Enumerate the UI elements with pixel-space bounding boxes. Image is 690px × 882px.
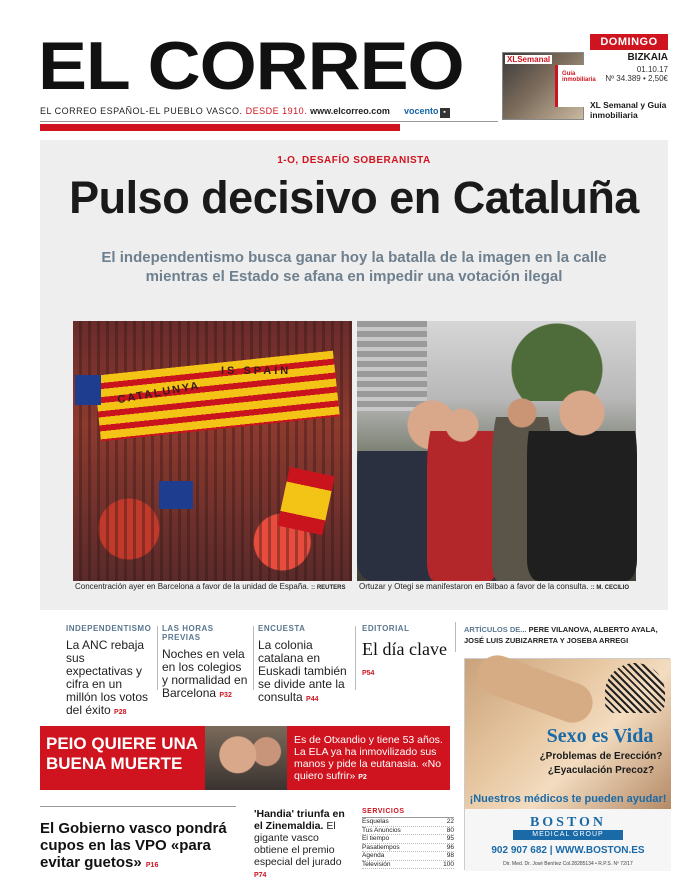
masthead-title: EL CORREO: [38, 28, 464, 104]
vpo-story[interactable]: [40, 820, 236, 874]
flag-text-spain: IS SPAIN: [221, 365, 292, 377]
servicios-row[interactable]: [362, 844, 454, 853]
ad-lace-shape: [605, 663, 665, 713]
vocento-logo: [404, 106, 450, 118]
brief-editorial[interactable]: [362, 624, 448, 684]
lead-kicker: 1-O, DESAFÍO SOBERANISTA: [277, 155, 431, 166]
brief-encuesta[interactable]: [258, 624, 350, 706]
servicios-label: SERVICIOS: [362, 808, 454, 818]
strip-headline: PEIO QUIERE UNA BUENA MUERTE: [46, 734, 198, 773]
servicio-name: Agenda: [362, 852, 385, 859]
strip-text: [294, 734, 446, 784]
caption-text: Ortuzar y Otegi se manifestaron en Bilbao a favor de la consulta.: [359, 582, 589, 591]
eu-flag-icon: [75, 375, 101, 405]
tagline-since: DESDE 1910.: [245, 106, 308, 116]
page-ref: P32: [219, 692, 232, 699]
servicios-row[interactable]: [362, 818, 454, 827]
edition-date: 01.10.17: [636, 65, 668, 74]
editorial-title: [362, 639, 448, 684]
servicio-name: Esquelas: [362, 818, 389, 825]
page-ref: P44: [306, 696, 319, 703]
handia-text: El gigante vasco obtiene el premio especial del jurado: [254, 820, 342, 868]
masthead-red-rule: [40, 124, 400, 131]
ad-question-2: ¿Eyaculación Precoz?: [547, 765, 655, 776]
brief-label: EDITORIAL: [362, 624, 410, 633]
strip-photo: [205, 726, 287, 790]
photo-credit: :: REUTERS: [311, 585, 346, 591]
servicio-name: El tiempo: [362, 835, 390, 842]
servicio-page: 22: [446, 818, 454, 825]
page-ref: P2: [358, 774, 367, 781]
column-divider: [355, 626, 356, 690]
ad-title: Sexo es Vida: [546, 725, 654, 747]
brief-body: La colonia catalana en Euskadi también se divide ante la consulta: [258, 638, 347, 704]
servicio-name: Tus Anuncios: [362, 826, 401, 834]
flag-text-catalunya: CATALUNYA: [116, 379, 202, 407]
servicio-page: 98: [446, 852, 454, 859]
ad-phone[interactable]: 902 907 682 | WWW.BOSTON.ES: [491, 845, 645, 856]
supplement-card: [555, 65, 596, 107]
ad-arm-shape: [472, 650, 598, 729]
tagline: [40, 106, 390, 116]
column-divider: [157, 626, 158, 690]
brief-text: [162, 648, 250, 702]
spain-flag-icon: [277, 467, 334, 535]
lead-deck: El independentismo busca ganar hoy la batalla de la imagen en la calle mientras el Estado se afana en impedir una votación ilegal: [101, 249, 607, 285]
brief-horas-previas[interactable]: [162, 624, 250, 702]
edition-region: BIZKAIA: [627, 52, 668, 63]
ad-help-text: ¡Nuestros médicos te pueden ayudar!: [469, 793, 667, 805]
photo-bilbao-handshake[interactable]: [357, 321, 636, 581]
handia-story[interactable]: [254, 808, 354, 882]
page-ref: P54: [362, 670, 375, 677]
boston-logo: BOSTON: [529, 815, 607, 830]
servicios-row[interactable]: [362, 861, 454, 870]
servicios-row[interactable]: [362, 852, 454, 861]
column-divider: [253, 626, 254, 690]
boston-ad[interactable]: [464, 658, 670, 870]
person-figure: [427, 391, 497, 581]
strip-body: Es de Otxandio y tiene 53 años. La ELA ya ha inmovilizado sus manos y pide la eutanasia. «No quiero sufrir»: [294, 734, 443, 782]
page-ref: P16: [145, 862, 159, 869]
photo-caption-left: [75, 582, 346, 591]
servicio-name: Televisión: [362, 860, 391, 868]
brief-independentismo[interactable]: [66, 624, 154, 719]
page-ref: P28: [114, 709, 127, 716]
ad-question-1: ¿Problemas de Erección?: [539, 751, 663, 762]
articulos-authors: PERE VILANOVA, ALBERTO AYALA, JOSÉ LUIS ZUBIZARRETA Y JOSEBA ARREGI: [464, 625, 658, 645]
photo-credit: :: M. CECILIO: [590, 585, 630, 591]
servicios-index: [362, 808, 454, 869]
page-ref: P74: [254, 872, 267, 879]
supplement-note: XL Semanal y Guía inmobiliaria: [590, 100, 667, 120]
supplement-logo: XLSemanal: [507, 55, 551, 64]
supplement-thumbnail[interactable]: [502, 52, 596, 120]
brief-label: ENCUESTA: [258, 624, 306, 633]
servicio-name: Pasatiempos: [362, 843, 400, 851]
servicio-page: 95: [446, 835, 454, 842]
bottom-divider: [40, 806, 236, 807]
supplement-card-text: Guía inmobiliaria: [562, 71, 596, 83]
brief-label: LAS HORAS PREVIAS: [162, 624, 214, 642]
caption-text: Concentración ayer en Barcelona a favor de la unidad de España.: [75, 582, 309, 591]
brief-label: INDEPENDENTISMO: [66, 624, 152, 633]
servicio-page: 100: [443, 860, 454, 868]
tagline-text: EL CORREO ESPAÑOL-EL PUEBLO VASCO.: [40, 106, 243, 116]
servicios-row[interactable]: [362, 835, 454, 844]
person-figure: [527, 371, 637, 581]
site-link[interactable]: www.elcorreo.com: [310, 106, 390, 116]
eu-flag-icon: [159, 481, 193, 509]
peio-story-strip[interactable]: [40, 726, 450, 790]
editorial-body: El día clave: [362, 639, 447, 659]
day-badge: DOMINGO: [590, 34, 668, 50]
lead-headline[interactable]: Pulso decisivo en Cataluña: [69, 172, 639, 223]
servicios-row[interactable]: [362, 827, 454, 836]
brief-body: Noches en vela en los colegios y normalidad en Barcelona: [162, 647, 248, 700]
photo-barcelona-rally[interactable]: [73, 321, 352, 581]
servicio-page: 80: [446, 826, 454, 834]
articulos-label: ARTÍCULOS DE...: [464, 625, 527, 634]
vpo-headline: El Gobierno vasco pondrá cupos en las VPO «para evitar guetos»: [40, 820, 227, 871]
ad-legal: Dir. Med. Dr. José Benítez Col.28285134 • R.P.S. Nº 72/17: [503, 861, 633, 867]
brief-text: [258, 639, 350, 706]
brief-text: [66, 639, 154, 719]
brief-body: La ANC rebaja sus expectativas y cifra en un millón los votos del éxito: [66, 638, 149, 717]
boston-logo-sub: MEDICAL GROUP: [513, 830, 623, 840]
column-divider: [455, 622, 456, 652]
vocento-badge-icon: ▪: [440, 108, 450, 118]
servicio-page: 96: [446, 843, 454, 851]
handia-headline: 'Handia' triunfa en el Zinemaldia.: [254, 808, 345, 832]
photo-caption-right: [359, 582, 629, 591]
vocento-label: vocento: [404, 106, 439, 116]
articulos-de[interactable]: [464, 624, 670, 646]
issue-price: Nº 34.389 • 2,50€: [605, 74, 668, 83]
masthead-divider: [40, 121, 498, 122]
